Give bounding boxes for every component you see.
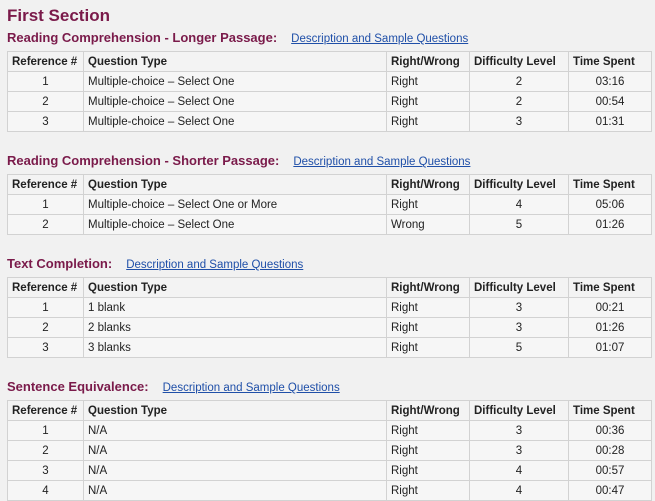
table-row bbox=[8, 72, 652, 92]
results-table bbox=[7, 174, 652, 235]
table-row bbox=[8, 112, 652, 132]
cell-difficulty: 3 bbox=[470, 441, 569, 461]
cell-time: 00:28 bbox=[569, 441, 652, 461]
cell-time: 00:21 bbox=[569, 298, 652, 318]
cell-ref: 1 bbox=[8, 298, 84, 318]
cell-type: N/A bbox=[84, 421, 387, 441]
results-table bbox=[7, 400, 652, 501]
column-header-ref: Reference # bbox=[8, 175, 84, 195]
column-header-rw: Right/Wrong bbox=[387, 175, 470, 195]
cell-time: 05:06 bbox=[569, 195, 652, 215]
cell-difficulty: 3 bbox=[470, 298, 569, 318]
table-row bbox=[8, 461, 652, 481]
description-link[interactable]: Description and Sample Questions bbox=[126, 259, 304, 271]
cell-rw: Right bbox=[387, 298, 470, 318]
cell-time: 01:07 bbox=[569, 338, 652, 358]
cell-type: N/A bbox=[84, 441, 387, 461]
cell-difficulty: 3 bbox=[470, 112, 569, 132]
column-header-difficulty: Difficulty Level bbox=[470, 401, 569, 421]
cell-type: Multiple-choice – Select One bbox=[84, 215, 387, 235]
column-header-difficulty: Difficulty Level bbox=[470, 52, 569, 72]
section-title: Reading Comprehension - Shorter Passage: bbox=[7, 153, 280, 168]
cell-ref: 2 bbox=[8, 92, 84, 112]
description-link[interactable]: Description and Sample Questions bbox=[291, 33, 469, 45]
cell-ref: 3 bbox=[8, 112, 84, 132]
column-header-difficulty: Difficulty Level bbox=[470, 278, 569, 298]
column-header-ref: Reference # bbox=[8, 278, 84, 298]
table-header-row bbox=[8, 278, 652, 298]
table-header-row bbox=[8, 175, 652, 195]
cell-type: Multiple-choice – Select One or More bbox=[84, 195, 387, 215]
cell-difficulty: 3 bbox=[470, 421, 569, 441]
cell-time: 00:54 bbox=[569, 92, 652, 112]
cell-time: 01:31 bbox=[569, 112, 652, 132]
table-row bbox=[8, 92, 652, 112]
cell-type: Multiple-choice – Select One bbox=[84, 112, 387, 132]
cell-time: 00:57 bbox=[569, 461, 652, 481]
cell-type: Multiple-choice – Select One bbox=[84, 92, 387, 112]
cell-rw: Right bbox=[387, 441, 470, 461]
section-header bbox=[7, 379, 655, 395]
table-row bbox=[8, 195, 652, 215]
table-header-row bbox=[8, 401, 652, 421]
cell-rw: Wrong bbox=[387, 215, 470, 235]
column-header-time: Time Spent bbox=[569, 401, 652, 421]
cell-rw: Right bbox=[387, 318, 470, 338]
section-2 bbox=[7, 256, 655, 358]
table-row bbox=[8, 318, 652, 338]
cell-time: 00:36 bbox=[569, 421, 652, 441]
section-0 bbox=[7, 30, 655, 132]
table-row bbox=[8, 215, 652, 235]
cell-rw: Right bbox=[387, 338, 470, 358]
section-title: Sentence Equivalence: bbox=[7, 379, 149, 394]
cell-ref: 2 bbox=[8, 441, 84, 461]
cell-time: 01:26 bbox=[569, 318, 652, 338]
cell-difficulty: 4 bbox=[470, 461, 569, 481]
cell-difficulty: 2 bbox=[470, 92, 569, 112]
description-link[interactable]: Description and Sample Questions bbox=[293, 156, 471, 168]
cell-time: 01:26 bbox=[569, 215, 652, 235]
cell-time: 03:16 bbox=[569, 72, 652, 92]
cell-ref: 2 bbox=[8, 318, 84, 338]
section-3 bbox=[7, 379, 655, 501]
cell-rw: Right bbox=[387, 481, 470, 501]
cell-difficulty: 5 bbox=[470, 338, 569, 358]
cell-difficulty: 5 bbox=[470, 215, 569, 235]
table-row bbox=[8, 298, 652, 318]
column-header-ref: Reference # bbox=[8, 401, 84, 421]
section-title: Text Completion: bbox=[7, 256, 113, 271]
cell-difficulty: 4 bbox=[470, 481, 569, 501]
cell-type: N/A bbox=[84, 481, 387, 501]
column-header-rw: Right/Wrong bbox=[387, 278, 470, 298]
cell-ref: 1 bbox=[8, 195, 84, 215]
cell-rw: Right bbox=[387, 195, 470, 215]
column-header-rw: Right/Wrong bbox=[387, 401, 470, 421]
table-row bbox=[8, 338, 652, 358]
column-header-type: Question Type bbox=[84, 175, 387, 195]
section-title: Reading Comprehension - Longer Passage: bbox=[7, 30, 278, 45]
cell-difficulty: 4 bbox=[470, 195, 569, 215]
cell-difficulty: 3 bbox=[470, 318, 569, 338]
cell-rw: Right bbox=[387, 461, 470, 481]
cell-rw: Right bbox=[387, 92, 470, 112]
sections-container bbox=[7, 30, 655, 501]
cell-type: N/A bbox=[84, 461, 387, 481]
description-link[interactable]: Description and Sample Questions bbox=[162, 382, 340, 394]
cell-type: 2 blanks bbox=[84, 318, 387, 338]
cell-rw: Right bbox=[387, 72, 470, 92]
table-row bbox=[8, 481, 652, 501]
column-header-rw: Right/Wrong bbox=[387, 52, 470, 72]
table-header-row bbox=[8, 52, 652, 72]
section-header bbox=[7, 30, 655, 46]
column-header-time: Time Spent bbox=[569, 52, 652, 72]
cell-type: Multiple-choice – Select One bbox=[84, 72, 387, 92]
page-title: First Section bbox=[7, 6, 110, 25]
cell-ref: 1 bbox=[8, 421, 84, 441]
column-header-type: Question Type bbox=[84, 52, 387, 72]
table-row bbox=[8, 441, 652, 461]
column-header-difficulty: Difficulty Level bbox=[470, 175, 569, 195]
column-header-type: Question Type bbox=[84, 401, 387, 421]
section-header bbox=[7, 256, 655, 272]
cell-ref: 1 bbox=[8, 72, 84, 92]
cell-type: 3 blanks bbox=[84, 338, 387, 358]
cell-difficulty: 2 bbox=[470, 72, 569, 92]
cell-time: 00:47 bbox=[569, 481, 652, 501]
results-table bbox=[7, 51, 652, 132]
cell-ref: 3 bbox=[8, 338, 84, 358]
cell-rw: Right bbox=[387, 421, 470, 441]
cell-ref: 4 bbox=[8, 481, 84, 501]
column-header-time: Time Spent bbox=[569, 278, 652, 298]
cell-type: 1 blank bbox=[84, 298, 387, 318]
column-header-ref: Reference # bbox=[8, 52, 84, 72]
column-header-type: Question Type bbox=[84, 278, 387, 298]
column-header-time: Time Spent bbox=[569, 175, 652, 195]
results-table bbox=[7, 277, 652, 358]
section-1 bbox=[7, 153, 655, 235]
cell-rw: Right bbox=[387, 112, 470, 132]
cell-ref: 3 bbox=[8, 461, 84, 481]
cell-ref: 2 bbox=[8, 215, 84, 235]
section-header bbox=[7, 153, 655, 169]
table-row bbox=[8, 421, 652, 441]
